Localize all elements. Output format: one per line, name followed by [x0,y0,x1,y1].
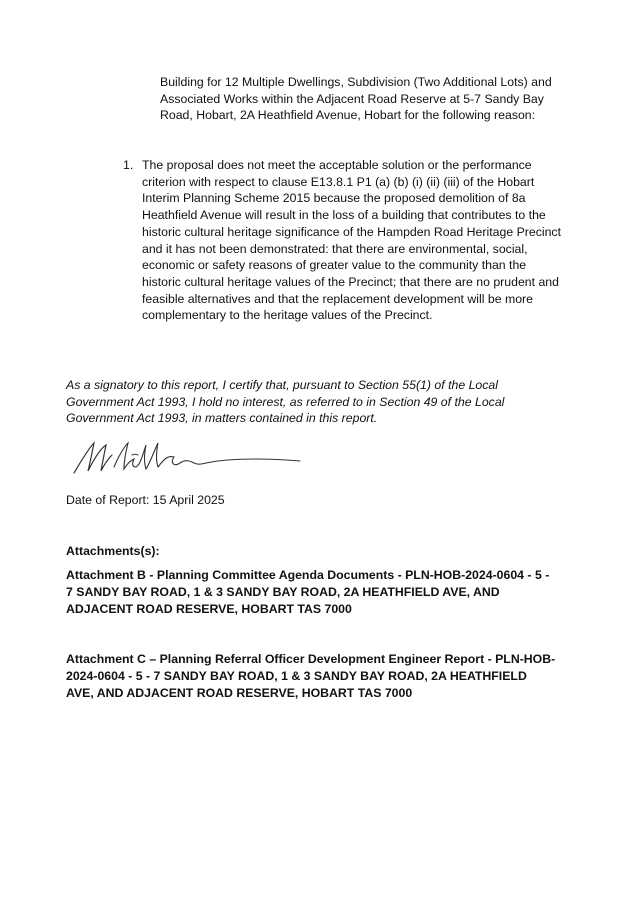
reason-text: The proposal does not meet the acceptable solution or the performance criterion with respect to clause E13.8.1 P1 (a) (b) (i) (ii) (iii) of the Hobart Interim Planning Scheme 2015 because the proposed demolition of 8a Heathfield Avenue will result in the loss of a building that contributes to the historic cultural heritage significance of the Hampden Road Heritage Precinct and it has not been demonstrated: that there are environmental, social, economic or safety reasons of greater value to the community than the historic cultural heritage values of the Precinct; that there are no prudent and feasible alternatives and that the replacement development will be more complementary to the heritage values of the Precinct. [142,158,561,323]
attachment-item: Attachment B - Planning Committee Agenda Documents - PLN-HOB-2024-0604 - 5 - 7 SANDY BAY ROAD, 1 & 3 SANDY BAY ROAD, 2A HEATHFIELD AVE, AND ADJACENT ROAD RESERVE, HOBART TAS 7000 [66,568,550,616]
reason-number: 1. [123,158,134,172]
date-of-report: Date of Report: 15 April 2025 [66,493,225,507]
reason-list-item [123,157,563,324]
signature-icon [70,437,305,481]
attachments-heading: Attachments(s): [66,544,160,558]
certification-statement: As a signatory to this report, I certify that, pursuant to Section 55(1) of the Local Government Act 1993, I hold no interest, as referred to in Section 49 of the Local Government Act 1993, in matters contained in this report. [66,378,505,426]
intro-paragraph: Building for 12 Multiple Dwellings, Subdivision (Two Additional Lots) and Associated Works within the Adjacent Road Reserve at 5-7 Sandy Bay Road, Hobart, 2A Heathfield Avenue, Hobart for the following reason: [160,75,552,123]
attachment-item: Attachment C – Planning Referral Officer Development Engineer Report - PLN-HOB-2024-0604 - 5 - 7 SANDY BAY ROAD, 1 & 3 SANDY BAY ROAD, 2A HEATHFIELD AVE, AND ADJACENT ROAD RESERVE, HOBART TAS 7000 [66,652,556,700]
